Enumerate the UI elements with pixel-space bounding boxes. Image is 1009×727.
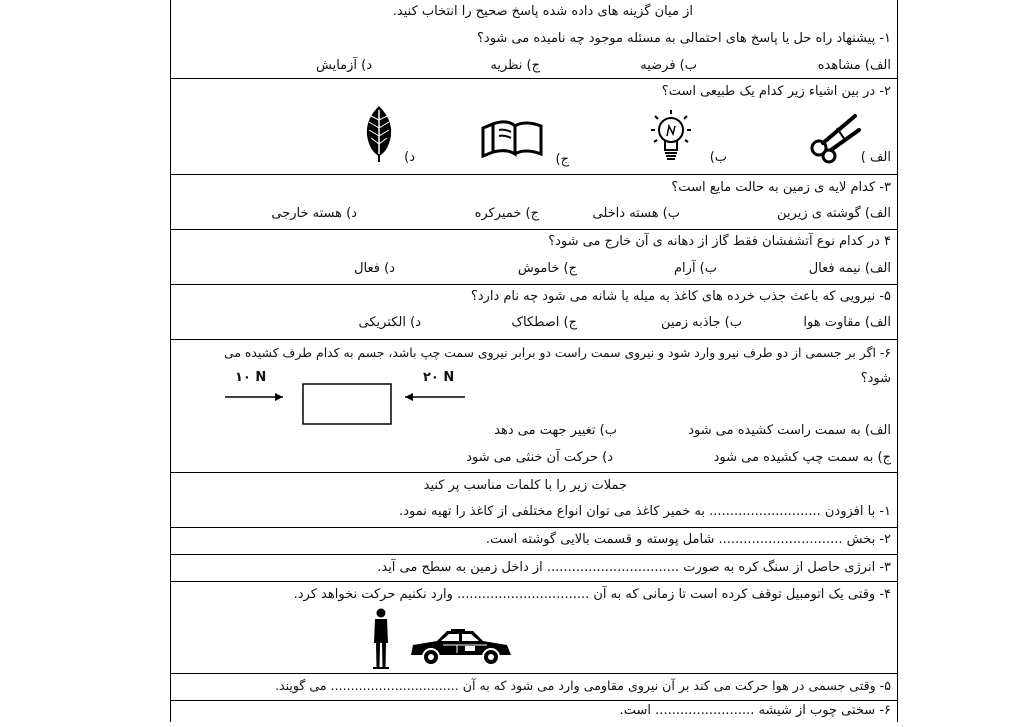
q1-option-c[interactable]: ج) نظریه [490, 58, 540, 73]
q2-option-d[interactable]: د) [404, 150, 415, 165]
q5-option-b[interactable]: ب) جاذبه زمین [660, 315, 742, 330]
q3-option-a[interactable]: الف) گوشته ی زیرین [777, 206, 891, 221]
force-left-label: ۱۰ N [235, 370, 267, 385]
q1-option-b[interactable]: ب) فرضیه [640, 58, 697, 73]
fill-blank-title: جملات زیر را با کلمات مناسب پر کنید [423, 478, 627, 493]
q6-option-d[interactable]: د) حرکت آن خنثی می شود [466, 450, 613, 465]
q4-option-c[interactable]: ج) خاموش [517, 261, 577, 276]
q4-option-d[interactable]: د) فعال [354, 261, 395, 276]
question-6-section [171, 339, 897, 473]
fill-5-text: ۵- وقتی جسمی در هوا حرکت می کند بر آن نیروی مقاومی وارد می شود که به آن ................................ می گویند. [274, 678, 891, 693]
fill-3-row [171, 554, 897, 582]
exam-page [170, 0, 898, 722]
question-6-text-line1: ۶- اگر بر جسمی از دو طرف نیرو وارد شود و نیروی سمت راست دو برابر نیروی سمت چپ باشد، جسم به کدام طرف کشیده می [224, 345, 891, 360]
fill-2-text: ۲- بخش .............................. شامل پوسته و قسمت بالایی گوشته است. [485, 532, 891, 547]
q2-option-b[interactable]: ب) [709, 150, 727, 165]
q6-option-c[interactable]: ج) به سمت چپ کشیده می شود [713, 450, 891, 465]
q6-option-b[interactable]: ب) تغییر جهت می دهد [494, 423, 617, 438]
q3-option-d[interactable]: د) هسته خارجی [271, 206, 357, 221]
question-3-text: ۳- کدام لایه ی زمین به حالت مایع است؟ [671, 180, 891, 195]
question-1-section [171, 0, 897, 79]
right-arrow-icon [405, 393, 465, 401]
question-6-text-line2: شود؟ [860, 371, 891, 386]
fill-6-text: ۶- سختی چوب از شیشه ........................ است. [619, 703, 891, 718]
fill-2-row [171, 527, 897, 555]
car-icon [407, 629, 515, 669]
scissors-icon [807, 110, 863, 164]
q1-option-d[interactable]: د) آزمایش [316, 58, 372, 73]
question-4-section [171, 229, 897, 285]
q5-option-a[interactable]: الف) مقاوت هوا [803, 315, 891, 330]
question-1-text: ۱- پیشنهاد راه حل یا پاسخ های احتمالی به مسئله موجود چه نامیده می شود؟ [477, 31, 891, 46]
force-right-label: ۲۰ N [423, 370, 455, 385]
leaf-icon [361, 104, 397, 164]
question-2-text: ۲- در بین اشیاء زیر کدام یک طبیعی است؟ [661, 84, 891, 99]
question-5-text: ۵- نیرویی که باعث جذب خرده های کاغذ به میله یا شانه می شود چه نام دارد؟ [470, 289, 891, 304]
q4-option-a[interactable]: الف) نیمه فعال [808, 261, 891, 276]
left-arrow-icon [225, 393, 283, 401]
question-2-section [171, 78, 897, 175]
question-4-text: ۴ در کدام نوع آتشفشان فقط گاز از دهانه ی آن خارج می شود؟ [548, 234, 891, 249]
q1-option-a[interactable]: الف) مشاهده [817, 58, 891, 73]
q2-option-c[interactable]: ج) [555, 152, 569, 167]
q2-option-a[interactable]: الف ) [860, 150, 891, 165]
q4-option-b[interactable]: ب) آرام [674, 261, 717, 276]
fill-4-row [171, 581, 897, 674]
lightbulb-icon [649, 108, 693, 166]
q3-option-c[interactable]: ج) خمیرکره [474, 206, 539, 221]
person-icon [371, 607, 391, 669]
q5-option-d[interactable]: د) الکتریکی [358, 315, 421, 330]
question-5-section [171, 284, 897, 340]
fill-5-row [171, 673, 897, 701]
instruction-text: از میان گزینه های داده شده پاسخ صحیح را انتخاب کنید. [392, 4, 693, 19]
q6-option-a[interactable]: الف) به سمت راست کشیده می شود [688, 423, 891, 438]
q5-option-c[interactable]: ج) اصطکاک [511, 315, 577, 330]
object-box [303, 384, 391, 424]
fill-6-row [171, 700, 897, 727]
fill-blank-section [171, 472, 897, 528]
force-diagram [221, 383, 471, 427]
fill-1-text: ۱- با افزودن ........................... به خمیر کاغذ می توان انواع مختلفی از کاغذ را تهیه نمود. [399, 504, 891, 519]
question-3-section [171, 174, 897, 230]
fill-4-text: ۴- وقتی یک اتومبیل توقف کرده است تا زمانی که به آن ................................ وارد نکنیم حرکت نخواهد کرد. [293, 587, 891, 602]
book-icon [479, 118, 547, 160]
fill-3-text: ۳- انرژی حاصل از سنگ کره به صورت ................................ از داخل زمین به سطح می آید. [377, 560, 891, 575]
q3-option-b[interactable]: ب) هسته داخلی [592, 206, 680, 221]
